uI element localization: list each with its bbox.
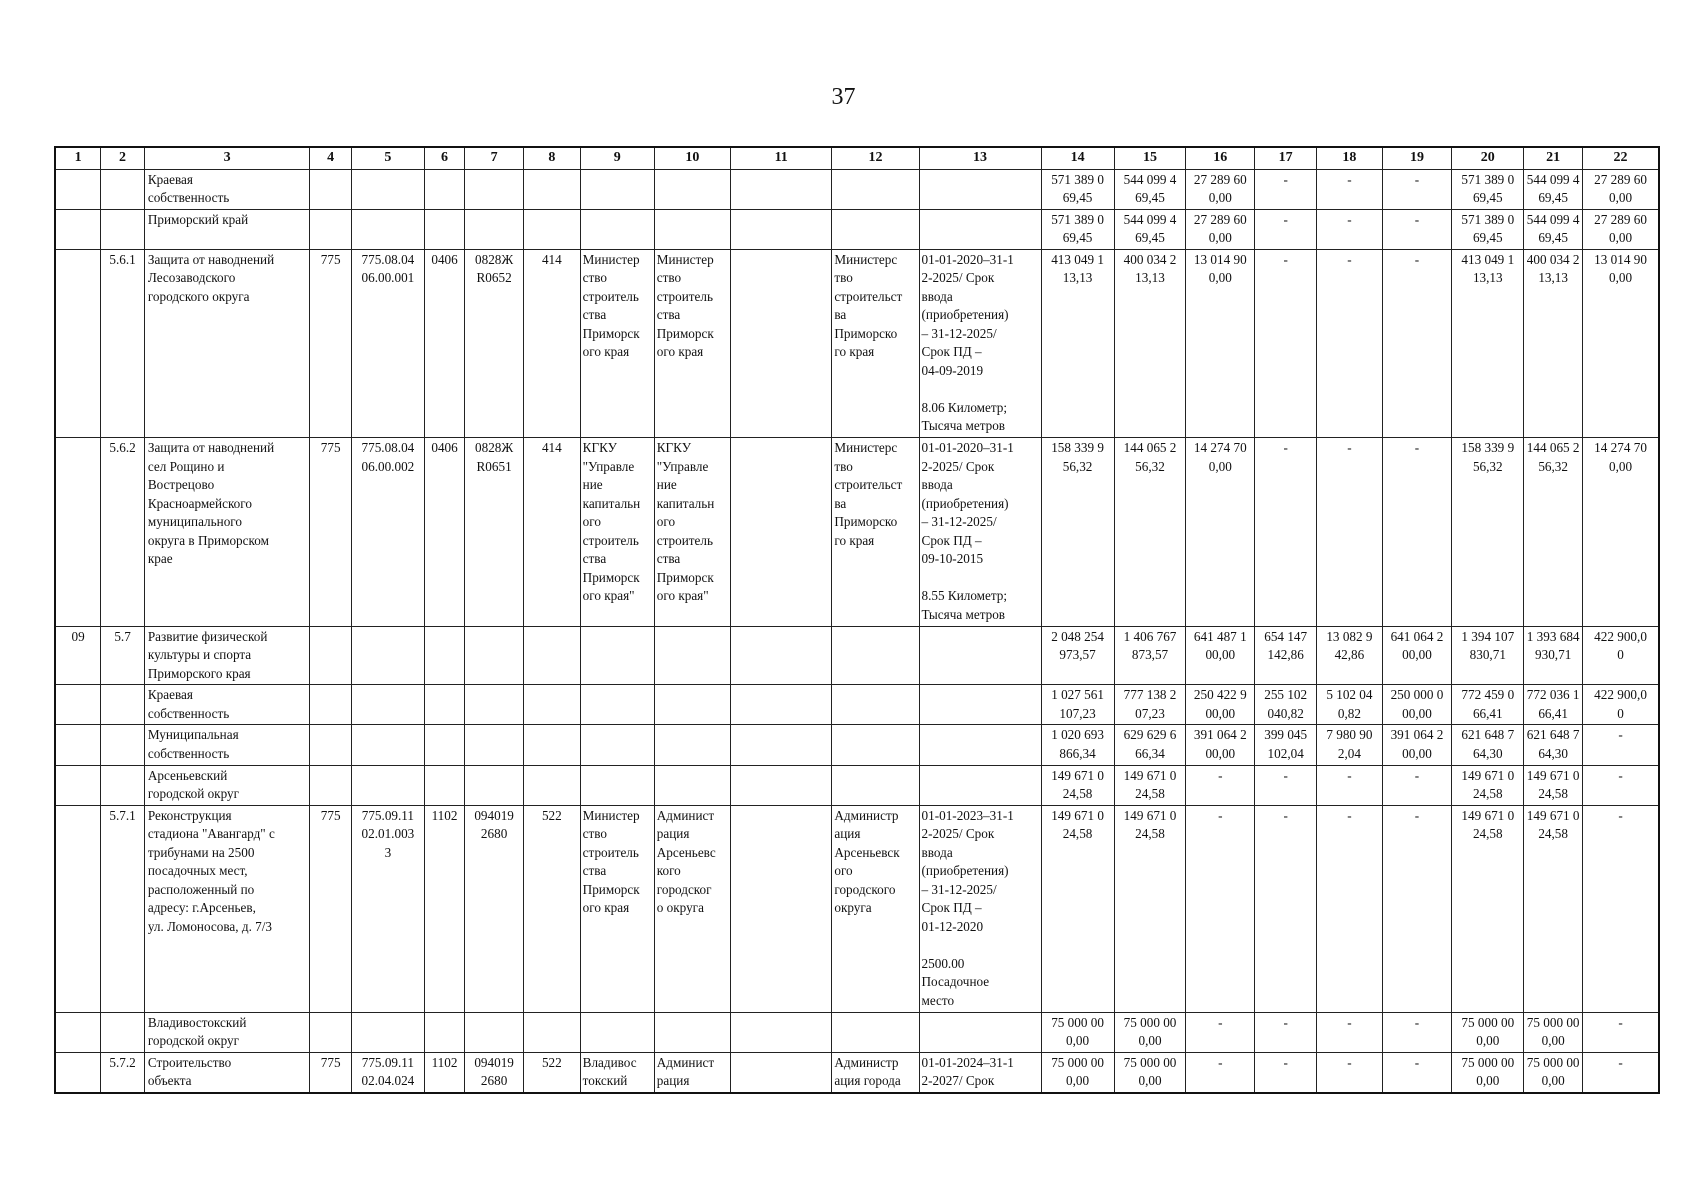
table-cell: 149 671 0 24,58 [1524, 805, 1583, 1012]
table-cell [465, 685, 524, 725]
table-cell: 522 [524, 805, 581, 1012]
table-cell [524, 725, 581, 765]
table-cell [919, 209, 1041, 249]
table-cell: 391 064 2 00,00 [1382, 725, 1452, 765]
table-cell: 14 274 70 0,00 [1583, 438, 1659, 626]
table-cell: Развитие физической культуры и спорта Приморского края [144, 626, 310, 685]
table-cell: 75 000 00 0,00 [1524, 1052, 1583, 1093]
table-cell: Муниципальная собственность [144, 725, 310, 765]
table-cell: - [1317, 1012, 1382, 1052]
table-cell [731, 805, 832, 1012]
table-cell: 2 048 254 973,57 [1041, 626, 1114, 685]
table-cell: - [1382, 1012, 1452, 1052]
table-cell: 1 020 693 866,34 [1041, 725, 1114, 765]
table-cell: 775.09.11 02.01.003 3 [351, 805, 424, 1012]
table-cell [465, 626, 524, 685]
table-row [55, 765, 1659, 805]
table-cell: 400 034 2 13,13 [1114, 249, 1186, 437]
table-cell: 775 [310, 249, 351, 437]
table-cell: - [1186, 1052, 1255, 1093]
table-cell: 27 289 60 0,00 [1186, 209, 1255, 249]
table-cell: Строительство объекта [144, 1052, 310, 1093]
table-cell [310, 1012, 351, 1052]
table-cell [55, 1052, 101, 1093]
table-cell [832, 1012, 919, 1052]
table-cell: 1102 [424, 1052, 464, 1093]
table-cell [919, 1012, 1041, 1052]
table-cell: 571 389 0 69,45 [1041, 209, 1114, 249]
table-cell: 158 339 9 56,32 [1041, 438, 1114, 626]
table-cell: - [1382, 169, 1452, 209]
table-cell: 250 422 9 00,00 [1186, 685, 1255, 725]
table-cell [55, 438, 101, 626]
table-row [55, 685, 1659, 725]
header-cell: 10 [654, 147, 730, 169]
header-cell: 8 [524, 147, 581, 169]
table-cell: 250 000 0 00,00 [1382, 685, 1452, 725]
table-cell: 0828Ж R0651 [465, 438, 524, 626]
table-cell [731, 1052, 832, 1093]
header-cell: 22 [1583, 147, 1659, 169]
table-cell: - [1382, 438, 1452, 626]
table-cell: - [1317, 438, 1382, 626]
table-cell [832, 626, 919, 685]
table-cell: Министерс тво строительст ва Приморско го края [832, 438, 919, 626]
table-cell: 400 034 2 13,13 [1524, 249, 1583, 437]
header-cell: 1 [55, 147, 101, 169]
table-cell: - [1382, 805, 1452, 1012]
table-cell: 149 671 0 24,58 [1114, 805, 1186, 1012]
table-cell [654, 765, 730, 805]
table-cell [580, 765, 654, 805]
table-cell: КГКУ "Управле ние капитальн ого строитель ства Приморск ого края" [654, 438, 730, 626]
table-cell [524, 685, 581, 725]
table-row [55, 626, 1659, 685]
table-row [55, 249, 1659, 437]
table-cell: 413 049 1 13,13 [1452, 249, 1524, 437]
table-cell: - [1317, 249, 1382, 437]
table-cell [919, 685, 1041, 725]
table-cell [55, 805, 101, 1012]
table-cell: 75 000 00 0,00 [1452, 1052, 1524, 1093]
table-cell [465, 765, 524, 805]
table-cell: 01-01-2024–31-1 2-2027/ Срок [919, 1052, 1041, 1093]
table-cell [351, 765, 424, 805]
table-cell [731, 169, 832, 209]
header-cell: 5 [351, 147, 424, 169]
table-cell [654, 685, 730, 725]
table-cell [731, 1012, 832, 1052]
table-cell: 5.7.1 [101, 805, 145, 1012]
table-cell: 571 389 0 69,45 [1452, 169, 1524, 209]
table-cell [101, 685, 145, 725]
table-cell: Краевая собственность [144, 685, 310, 725]
table-row [55, 805, 1659, 1012]
header-row [55, 147, 1659, 169]
table-cell [465, 169, 524, 209]
table-cell: 629 629 6 66,34 [1114, 725, 1186, 765]
table-cell: 09 [55, 626, 101, 685]
table-cell: 75 000 00 0,00 [1114, 1052, 1186, 1093]
table-cell: 571 389 0 69,45 [1452, 209, 1524, 249]
table-cell: 149 671 0 24,58 [1114, 765, 1186, 805]
table-cell [55, 725, 101, 765]
table-cell: 75 000 00 0,00 [1114, 1012, 1186, 1052]
table-cell: 775.08.04 06.00.002 [351, 438, 424, 626]
table-cell: - [1583, 1052, 1659, 1093]
table-cell: - [1317, 169, 1382, 209]
table-cell: 1 394 107 830,71 [1452, 626, 1524, 685]
table-cell: 621 648 7 64,30 [1524, 725, 1583, 765]
table-cell: 413 049 1 13,13 [1041, 249, 1114, 437]
table-cell [919, 725, 1041, 765]
table-cell: 775.09.11 02.04.024 [351, 1052, 424, 1093]
table-cell: Владивостокский городской округ [144, 1012, 310, 1052]
table-cell [654, 626, 730, 685]
table-cell: Приморский край [144, 209, 310, 249]
table-cell: 522 [524, 1052, 581, 1093]
table-cell: 775 [310, 805, 351, 1012]
table-cell: 0828Ж R0652 [465, 249, 524, 437]
table-cell [524, 169, 581, 209]
table-cell: 27 289 60 0,00 [1186, 169, 1255, 209]
table-cell: 75 000 00 0,00 [1041, 1012, 1114, 1052]
table-cell: 1102 [424, 805, 464, 1012]
table-cell [832, 685, 919, 725]
table-cell [351, 685, 424, 725]
table-cell: - [1583, 805, 1659, 1012]
header-cell: 6 [424, 147, 464, 169]
table-cell [580, 626, 654, 685]
table-cell [465, 725, 524, 765]
table-cell [101, 209, 145, 249]
table-cell [351, 169, 424, 209]
table-cell [55, 169, 101, 209]
table-cell [424, 765, 464, 805]
table-cell: 5.6.1 [101, 249, 145, 437]
table-cell [580, 1012, 654, 1052]
table-cell [832, 725, 919, 765]
table-cell: 75 000 00 0,00 [1041, 1052, 1114, 1093]
table-cell: 422 900,0 0 [1583, 626, 1659, 685]
table-row [55, 209, 1659, 249]
table-cell [101, 169, 145, 209]
table-cell: Администр ация Арсеньевск ого городского округа [832, 805, 919, 1012]
table-cell: 544 099 4 69,45 [1114, 169, 1186, 209]
table-cell [524, 209, 581, 249]
table-cell [424, 725, 464, 765]
table-cell [731, 626, 832, 685]
table-cell: 544 099 4 69,45 [1524, 169, 1583, 209]
table-cell [424, 209, 464, 249]
table-cell [731, 725, 832, 765]
table-cell: 27 289 60 0,00 [1583, 169, 1659, 209]
table-cell [832, 169, 919, 209]
table-cell: 414 [524, 438, 581, 626]
table-cell: - [1583, 1012, 1659, 1052]
header-cell: 19 [1382, 147, 1452, 169]
table-cell: 7 980 90 2,04 [1317, 725, 1382, 765]
table-cell [55, 765, 101, 805]
table-cell: Министерс тво строительст ва Приморско го края [832, 249, 919, 437]
table-row [55, 438, 1659, 626]
table-cell [351, 725, 424, 765]
table-cell: 149 671 0 24,58 [1452, 805, 1524, 1012]
header-cell: 14 [1041, 147, 1114, 169]
table-cell [424, 1012, 464, 1052]
table-cell: - [1317, 765, 1382, 805]
table-cell: - [1583, 765, 1659, 805]
table-cell: 14 274 70 0,00 [1186, 438, 1255, 626]
table-row [55, 1052, 1659, 1093]
table-cell: 621 648 7 64,30 [1452, 725, 1524, 765]
table-cell [654, 725, 730, 765]
table-cell [55, 209, 101, 249]
table-cell: 0406 [424, 438, 464, 626]
budget-table [54, 146, 1660, 1094]
table-cell [351, 626, 424, 685]
table-cell: 641 487 1 00,00 [1186, 626, 1255, 685]
table-cell: - [1317, 209, 1382, 249]
table-cell: - [1382, 209, 1452, 249]
table-cell [654, 209, 730, 249]
table-cell: 772 036 1 66,41 [1524, 685, 1583, 725]
table-cell [731, 209, 832, 249]
table-cell [310, 209, 351, 249]
table-cell [310, 626, 351, 685]
table-cell: 422 900,0 0 [1583, 685, 1659, 725]
header-cell: 16 [1186, 147, 1255, 169]
table-cell: 772 459 0 66,41 [1452, 685, 1524, 725]
table-cell [351, 1012, 424, 1052]
table-cell [524, 626, 581, 685]
table-cell [310, 725, 351, 765]
table-cell: - [1186, 765, 1255, 805]
table-cell: 1 393 684 930,71 [1524, 626, 1583, 685]
table-cell [101, 725, 145, 765]
table-cell [580, 725, 654, 765]
table-cell: 149 671 0 24,58 [1524, 765, 1583, 805]
table-cell [731, 765, 832, 805]
header-cell: 4 [310, 147, 351, 169]
table-cell: 1 027 561 107,23 [1041, 685, 1114, 725]
table-cell: 01-01-2020–31-1 2-2025/ Срок ввода (приобретения) – 31-12-2025/ Срок ПД – 04-09-2019 8.06 Километр; Тысяча метров [919, 249, 1041, 437]
table-cell: 27 289 60 0,00 [1583, 209, 1659, 249]
table-cell [524, 765, 581, 805]
table-cell [424, 626, 464, 685]
table-cell: Админист рация [654, 1052, 730, 1093]
table-cell: 158 339 9 56,32 [1452, 438, 1524, 626]
table-cell: 144 065 2 56,32 [1114, 438, 1186, 626]
table-cell: Арсеньевский городской округ [144, 765, 310, 805]
table-cell: Владивос токский [580, 1052, 654, 1093]
table-cell [55, 1012, 101, 1052]
table-cell: - [1583, 725, 1659, 765]
header-cell: 2 [101, 147, 145, 169]
table-cell: 775.08.04 06.00.001 [351, 249, 424, 437]
header-cell: 17 [1255, 147, 1317, 169]
header-cell: 9 [580, 147, 654, 169]
table-cell: - [1255, 169, 1317, 209]
table-cell [919, 626, 1041, 685]
table-cell: 75 000 00 0,00 [1452, 1012, 1524, 1052]
table-cell [55, 249, 101, 437]
table-cell: 391 064 2 00,00 [1186, 725, 1255, 765]
table-cell [465, 209, 524, 249]
table-cell [424, 685, 464, 725]
table-cell: - [1255, 805, 1317, 1012]
table-cell: 01-01-2023–31-1 2-2025/ Срок ввода (приобретения) – 31-12-2025/ Срок ПД – 01-12-2020 2500.00 Посадочное место [919, 805, 1041, 1012]
table-cell: 654 147 142,86 [1255, 626, 1317, 685]
table-cell: 5.7.2 [101, 1052, 145, 1093]
table-cell: КГКУ "Управле ние капитальн ого строитель ства Приморск ого края" [580, 438, 654, 626]
table-cell: Администр ация города [832, 1052, 919, 1093]
header-cell: 15 [1114, 147, 1186, 169]
table-cell [524, 1012, 581, 1052]
table-cell: 544 099 4 69,45 [1524, 209, 1583, 249]
header-cell: 7 [465, 147, 524, 169]
table-cell: 13 014 90 0,00 [1583, 249, 1659, 437]
table-cell: 149 671 0 24,58 [1452, 765, 1524, 805]
table-cell: - [1382, 1052, 1452, 1093]
table-cell: 775 [310, 438, 351, 626]
page-number: 37 [831, 84, 856, 110]
table-cell: Министер ство строитель ства Приморск ого края [654, 249, 730, 437]
table-cell [731, 685, 832, 725]
table-cell: 255 102 040,82 [1255, 685, 1317, 725]
table-cell: 149 671 0 24,58 [1041, 805, 1114, 1012]
table-cell: - [1186, 1012, 1255, 1052]
table-cell [101, 765, 145, 805]
table-cell: 75 000 00 0,00 [1524, 1012, 1583, 1052]
header-cell: 11 [731, 147, 832, 169]
table-cell: 13 014 90 0,00 [1186, 249, 1255, 437]
table-cell: - [1186, 805, 1255, 1012]
table-cell: Админист рация Арсеньевс кого городског о округа [654, 805, 730, 1012]
header-cell: 13 [919, 147, 1041, 169]
table-cell: - [1255, 209, 1317, 249]
table-cell: - [1317, 805, 1382, 1012]
table-cell: 0406 [424, 249, 464, 437]
table-cell: - [1255, 438, 1317, 626]
table-cell: 149 671 0 24,58 [1041, 765, 1114, 805]
table-cell: 777 138 2 07,23 [1114, 685, 1186, 725]
table-cell: 5 102 04 0,82 [1317, 685, 1382, 725]
table-cell [731, 438, 832, 626]
header-cell: 12 [832, 147, 919, 169]
table-row [55, 725, 1659, 765]
table-cell: Краевая собственность [144, 169, 310, 209]
table-cell: - [1255, 1052, 1317, 1093]
table-row [55, 169, 1659, 209]
table-cell: 094019 2680 [465, 805, 524, 1012]
table-cell: 571 389 0 69,45 [1041, 169, 1114, 209]
table-cell [832, 209, 919, 249]
table-cell [424, 169, 464, 209]
table-cell [580, 209, 654, 249]
table-cell [919, 765, 1041, 805]
header-cell: 21 [1524, 147, 1583, 169]
table-cell [310, 765, 351, 805]
table-cell: Защита от наводнений Лесозаводского городского округа [144, 249, 310, 437]
table-cell [731, 249, 832, 437]
table-cell [919, 169, 1041, 209]
table-cell [832, 765, 919, 805]
table-cell: 13 082 9 42,86 [1317, 626, 1382, 685]
table-cell: 641 064 2 00,00 [1382, 626, 1452, 685]
table-cell: 414 [524, 249, 581, 437]
table-cell: Реконструкция стадиона "Авангард" с трибунами на 2500 посадочных мест, расположенный по адресу: г.Арсеньев, ул. Ломоносова, д. 7/3 [144, 805, 310, 1012]
table-cell: 094019 2680 [465, 1052, 524, 1093]
table-cell [654, 169, 730, 209]
header-cell: 3 [144, 147, 310, 169]
table-cell: 5.7 [101, 626, 145, 685]
table-cell: 1 406 767 873,57 [1114, 626, 1186, 685]
table-cell [351, 209, 424, 249]
table-cell: 544 099 4 69,45 [1114, 209, 1186, 249]
table-cell [101, 1012, 145, 1052]
table-cell: - [1317, 1052, 1382, 1093]
table-cell: 01-01-2020–31-1 2-2025/ Срок ввода (приобретения) – 31-12-2025/ Срок ПД – 09-10-2015 8.55 Километр; Тысяча метров [919, 438, 1041, 626]
table-cell: 144 065 2 56,32 [1524, 438, 1583, 626]
table-cell: Защита от наводнений сел Рощино и Вострецово Красноармейского муниципального округа в Приморском крае [144, 438, 310, 626]
table-cell: Министер ство строитель ства Приморск ого края [580, 805, 654, 1012]
table-cell [580, 685, 654, 725]
table-cell: 399 045 102,04 [1255, 725, 1317, 765]
table-cell: - [1255, 765, 1317, 805]
table-cell: - [1255, 249, 1317, 437]
table-cell: - [1382, 765, 1452, 805]
table-cell: - [1382, 249, 1452, 437]
table-cell [55, 685, 101, 725]
table-cell [310, 169, 351, 209]
table-cell: 5.6.2 [101, 438, 145, 626]
table-cell [580, 169, 654, 209]
header-cell: 20 [1452, 147, 1524, 169]
table-cell [465, 1012, 524, 1052]
header-cell: 18 [1317, 147, 1382, 169]
table-cell: Министер ство строитель ства Приморск ого края [580, 249, 654, 437]
table-cell: - [1255, 1012, 1317, 1052]
table-cell: 775 [310, 1052, 351, 1093]
table-cell [310, 685, 351, 725]
table-row [55, 1012, 1659, 1052]
table-cell [654, 1012, 730, 1052]
